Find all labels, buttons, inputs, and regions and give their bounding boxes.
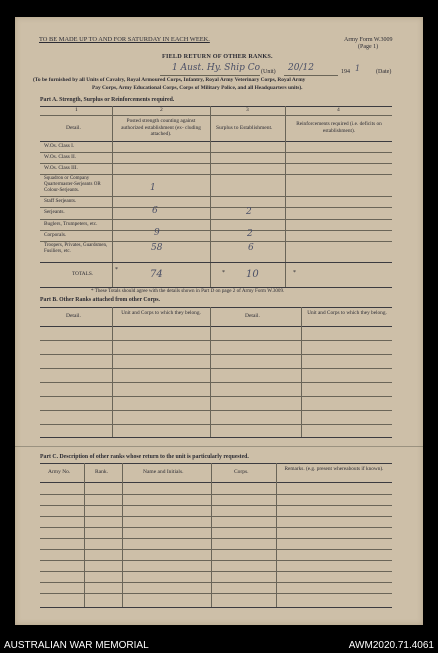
part-b-col-line-3: [301, 307, 302, 437]
part-c-row-rule: [40, 505, 392, 506]
unit-label: (Unit): [261, 69, 276, 75]
part-b-row-rule: [40, 368, 392, 369]
year-prefix: 194: [341, 69, 350, 75]
totals-star-reinf: *: [293, 270, 296, 276]
row-surplus-corporals: 2: [247, 229, 253, 239]
part-c-row-rule: [40, 582, 392, 583]
totals-top-rule: [40, 262, 392, 263]
col-number-4: 4: [337, 107, 340, 113]
row-surplus-serjeants: 2: [246, 207, 252, 217]
name-header: Name and Initials.: [143, 469, 184, 475]
row-rule: [40, 241, 392, 242]
row-detail-corporals: Corporals.: [44, 232, 67, 238]
made-up-notice: TO BE MADE UP TO AND FOR SATURDAY IN EACH WEEK.: [39, 36, 210, 43]
part-c-row-rule: [40, 560, 392, 561]
part-a-col-line-3: [285, 106, 286, 288]
row-rule: [40, 174, 392, 175]
part-b-row-rule: [40, 424, 392, 425]
part-b-unit-header-1: Unit and Corps to which they belong.: [121, 310, 201, 316]
date-value: 20/12: [288, 63, 314, 73]
part-c-col-line-1: [84, 463, 85, 608]
instructions-line-1: (To be furnished by all Units of Cavalry, Royal Armoured Corps, Infantry, Royal Army Veterinary Corps, Royal Army: [33, 77, 306, 83]
row-rule: [40, 163, 392, 164]
row-posted-corporals: 9: [154, 228, 160, 238]
part-b-row-rule: [40, 396, 392, 397]
unit-underline: [160, 75, 260, 76]
row-rule: [40, 219, 392, 220]
page-number: (Page 1): [358, 44, 379, 50]
year-digit: 1: [355, 64, 361, 73]
totals-star-posted: *: [115, 267, 118, 273]
footer-institution: AUSTRALIAN WAR MEMORIAL: [4, 640, 149, 651]
archive-footer: [0, 636, 438, 653]
part-a-col-line-1: [112, 106, 113, 288]
part-b-detail-header-1: Detail.: [66, 313, 81, 319]
form-title: FIELD RETURN OF OTHER RANKS.: [162, 53, 273, 60]
row-detail-serjeants: Serjeants.: [44, 209, 65, 215]
part-b-detail-header-2: Detail.: [245, 313, 260, 319]
part-c-heading: Part C. Description of other ranks whose return to the unit is particularly requested.: [40, 454, 249, 460]
part-c-header-rule: [40, 482, 392, 483]
col-number-3: 3: [246, 107, 249, 113]
part-b-row-rule: [40, 382, 392, 383]
row-detail-wo1: W.Os. Class I.: [44, 143, 75, 149]
instructions-line-2: Pay Corps, Army Educational Corps, Corps of Military Police, and all Headquarters units).: [92, 85, 303, 91]
part-c-row-rule: [40, 494, 392, 495]
part-c-col-line-2: [122, 463, 123, 608]
part-c-row-rule: [40, 571, 392, 572]
row-rule: [40, 230, 392, 231]
part-b-row-rule: [40, 354, 392, 355]
detail-header: Detail.: [66, 125, 81, 131]
row-posted-cqms: 1: [150, 183, 156, 193]
part-a-col-line-2: [210, 106, 211, 288]
row-rule: [40, 207, 392, 208]
corps-header: Corps.: [234, 469, 249, 475]
header-bottom-rule: [40, 141, 392, 142]
part-b-unit-header-2: Unit and Corps to which they belong.: [307, 310, 387, 316]
unit-value: 1 Aust. Hy. Ship Co: [172, 63, 261, 73]
row-detail-cqms: Squadron or Company Quartermaster-Serjeants OR Colour-Serjeants.: [44, 176, 101, 193]
part-c-top-rule: [40, 463, 392, 464]
part-b-row-rule: [40, 410, 392, 411]
totals-label: TOTALS.: [72, 271, 94, 277]
date-label: (Date): [376, 69, 392, 75]
row-detail-staff-serjeants: Staff Serjeants.: [44, 198, 77, 204]
row-detail-wo3: W.Os. Class III.: [44, 165, 78, 171]
totals-star-surplus: *: [222, 270, 225, 276]
row-posted-troopers: 58: [151, 243, 163, 253]
totals-posted: 74: [150, 269, 163, 280]
rank-header: Rank.: [95, 469, 108, 475]
part-c-row-rule: [40, 516, 392, 517]
part-b-col-line-2: [210, 307, 211, 437]
army-no-header: Army No.: [48, 469, 71, 475]
part-c-row-rule: [40, 527, 392, 528]
totals-footnote: * These Totals should agree with the details shown in Part D on page 2 of Army Form W.3009.: [91, 288, 285, 294]
col-number-rule: [40, 115, 392, 116]
totals-surplus: 10: [246, 269, 259, 280]
part-c-row-rule: [40, 593, 392, 594]
surplus-header: Surplus to Establishment.: [216, 125, 273, 131]
part-c-row-rule: [40, 549, 392, 550]
remarks-header: Remarks. (e.g. present whereabouts if known).: [284, 466, 384, 472]
row-detail-buglers: Buglers, Trumpeters, etc.: [44, 221, 98, 227]
row-rule: [40, 196, 392, 197]
page-fold-line: [15, 446, 423, 447]
col-number-2: 2: [160, 107, 163, 113]
part-b-top-rule: [40, 307, 392, 308]
row-posted-serjeants: 6: [152, 206, 158, 216]
part-b-bottom-rule: [40, 437, 392, 438]
part-c-row-rule: [40, 538, 392, 539]
row-detail-troopers: Troopers, Privates, Guardsmen, Fusiliers, etc.: [44, 243, 108, 254]
date-underline: [284, 75, 338, 76]
part-b-row-rule: [40, 340, 392, 341]
col-number-1: 1: [75, 107, 78, 113]
posted-header: Posted strength counting against authorized establishment (ex- cluding attached).: [121, 118, 201, 138]
part-c-bottom-rule: [40, 607, 392, 608]
reinforcements-header: Reinforcements required (i.e. deficits on establishment).: [296, 121, 382, 134]
part-b-col-line-1: [112, 307, 113, 437]
part-c-col-line-3: [211, 463, 212, 608]
footer-accession-number: AWM2020.71.4061: [348, 640, 434, 651]
part-b-heading: Part B. Other Ranks attached from other Corps.: [40, 297, 160, 303]
row-surplus-troopers: 6: [248, 243, 254, 253]
row-detail-wo2: W.Os. Class II.: [44, 154, 77, 160]
row-rule: [40, 152, 392, 153]
form-number: Army Form W.3009: [344, 37, 393, 43]
part-a-heading: Part A. Strength, Surplus or Reinforcements required.: [40, 97, 175, 103]
part-b-header-rule: [40, 326, 392, 327]
part-c-col-line-4: [276, 463, 277, 608]
